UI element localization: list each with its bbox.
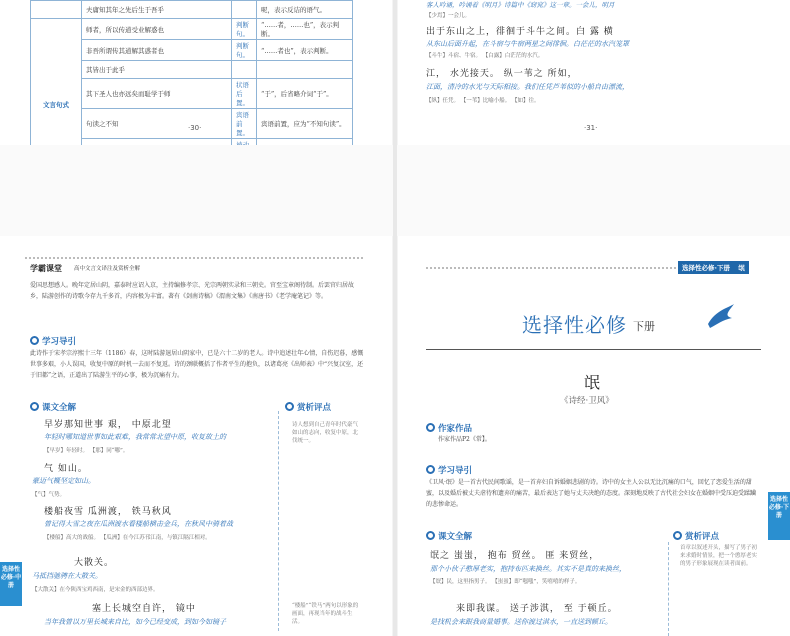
annotation-note: 【斗牛】斗宿、牛宿。 【白露】白茫茫的水汽。 (426, 53, 544, 59)
bullet-icon (285, 402, 294, 411)
page-32 (0, 236, 392, 636)
translation-line: 江面，清冷的水光与天际相接。我们任凭芦苇似的小船自由漂流， (426, 83, 629, 91)
bullet-icon (426, 465, 435, 474)
page-33 (398, 236, 790, 636)
page-number: ·31· (584, 124, 598, 132)
original-text-line: 氓之 蚩蚩， 抱布 贸丝。 匪 来贸丝， (430, 551, 600, 561)
book-gutter (393, 0, 397, 636)
bullet-icon (30, 336, 39, 345)
side-tab[interactable]: 选择性必修·下册 (768, 492, 790, 540)
original-text-line: 大散关。 (74, 558, 115, 568)
section-title: 赏析评点 (673, 530, 719, 542)
annotation-note: 【纵】任凭。 【一苇】比喻小船。 【如】往。 (426, 98, 540, 104)
side-note: “楼船”“铁马”两句以形象的画面，再现当年的战斗生活。 (292, 603, 359, 625)
annotation-note: 【少焉】一会儿。 (426, 13, 471, 19)
annotation-note: 【气】气势。 (32, 492, 66, 498)
table-cell: 非吾所谓传其道解其惑者也 (82, 40, 232, 61)
table-row (31, 1, 353, 19)
table-cell: “……者，……也”，表示判断。 (257, 19, 353, 40)
original-text-line: 气 如山。 (44, 464, 88, 474)
bird-icon (706, 302, 736, 330)
table-cell: 宾语前置，应为“不知句读”。 (257, 109, 353, 139)
table-cell: 其下圣人也亦远矣而耻学于师 (82, 79, 232, 109)
translation-line: 当年我曾以万里长城来自比，如今已经变成，到如今如镜子 (44, 618, 226, 626)
table-cell: 宾语前置。 (232, 109, 257, 139)
translation-line: 曾记得大雪之夜在瓜洲渡水看楼船横击金兵，在秋风中骑着战 (44, 520, 233, 528)
annotation-note: 【氓】民，这里指男子。 【蚩蚩】即“嗤嗤”，笑嘻嘻的样子。 (430, 579, 581, 585)
original-text-line: 塞上长城空自许， 镜中 (92, 604, 196, 614)
section-title: 学习导引 (426, 464, 472, 476)
original-text-line: 早岁那知世事 艰， 中原北望 (44, 420, 172, 430)
table-cell: 判断句。 (232, 19, 257, 40)
table-cell: 其皆出于此乎 (82, 61, 232, 79)
side-divider (668, 542, 669, 636)
bullet-icon (426, 423, 435, 432)
table-cell (232, 61, 257, 79)
annotation-note: 【楼船】高大的战船。 【瓜洲】在今江苏邗江南，与镇江隔江相对。 (44, 535, 211, 541)
table-cell (257, 61, 353, 79)
side-divider (278, 411, 279, 631)
translation-line: 马抵挡驰骋在大散关。 (32, 572, 102, 580)
table-cell: 师者，所以传道受业解惑也 (82, 19, 232, 40)
annotation-note: 【大散关】在今陕西宝鸡西南，是宋金的西部边界。 (32, 587, 159, 593)
table-cell: 夫庸知其年之先后生于吾乎 (82, 1, 232, 19)
header-rule (426, 267, 676, 269)
poem-title: 氓 (584, 373, 603, 392)
section-title: 赏析评点 (285, 401, 331, 413)
study-guide-paragraph: 此诗作于宋孝宗淳熙十三年（1186）春，这时陆游退居山阴家中，已是六十二岁的老人。诗中追述壮年心情，自伤迟暮，感慨世事多艰，小人误国，收复中原的时机一去而不复返。诗的颈联概括了作者平生的抱负，以诸葛亮《出师表》中“兴复汉室，还于旧都”之语，正道出了陆游生平的心事，极为沉痛有力。 (30, 350, 364, 379)
section-banner: 选择性必修·下册 氓 (678, 261, 749, 274)
original-text-line: 来即我谋。 送子涉淇， 至 于顿丘。 (456, 604, 618, 614)
section-title: 课文全解 (30, 401, 76, 413)
brand-subtitle: 高中文言文译注及赏析全解 (74, 266, 141, 272)
table-cell: 呢，表示反诘的语气。 (257, 1, 353, 19)
side-note: 诗人想到自己青年时代豪气如山的志向，收复中原，北伐统一。 (292, 422, 359, 444)
page-31 (398, 0, 790, 145)
bullet-icon (426, 531, 435, 540)
divider-line (426, 349, 761, 350)
volume-title: 选择性必修 (522, 313, 627, 337)
table-cell: “于”，后省略介词“于”。 (257, 79, 353, 109)
translation-line: 是找机会来跟我商量婚事。送你渡过淇水，一直送到顿丘。 (430, 618, 612, 626)
bullet-icon (30, 402, 39, 411)
page-number: ·30· (188, 124, 202, 132)
section-title: 课文全解 (426, 530, 472, 542)
section-title: 作家作品 (426, 422, 472, 434)
original-text-line: 楼船夜雪 瓜洲渡， 铁马秋风 (44, 507, 172, 517)
intro-paragraph: 爱国思想感人。晚年定居山阴，嘉泰时应诏入京，主持编修孝宗、光宗两朝实录和三朝史。官至宝章阁待制。后罢官归居故乡，陆游创作的诗歌今存九千多首，内容极为丰富。著有《剑南诗稿》《渭南文集》《南唐书》《老学庵笔记》等。 (30, 282, 355, 300)
header-rule (25, 257, 365, 259)
side-note: 首章以叙述开头，描写了男子初来求婚时情景，把一个憨厚老实的男子形象展现在读者面前。 (680, 545, 758, 567)
original-text-line: 出于东山之上，徘徊于斗牛之间。白 露 横 (426, 27, 614, 37)
translation-line: 豪迈气概坚定如山。 (32, 477, 95, 485)
original-text-line: 江， 水光接天。 纵一苇之 所如， (426, 69, 578, 79)
table-row (31, 19, 353, 40)
translation-line: 年轻时哪知道世事如此艰难，我常常北望中原，收复故土的 (44, 433, 226, 441)
table-cell: “……者也”，表示判断。 (257, 40, 353, 61)
table-cell: 判断句。 (232, 40, 257, 61)
category-cell: 文言句式 (31, 19, 82, 190)
volume-subtitle: 下册 (633, 320, 655, 333)
poem-source: 《诗经·卫风》 (560, 396, 614, 406)
bullet-icon (673, 531, 682, 540)
translation-line: 客人吟诵，吟诵着《明月》诗篇中《窈窕》这一章。一会儿，明月 (426, 1, 615, 9)
page-30 (0, 0, 392, 145)
table-cell: 句读之不知 (82, 109, 232, 139)
brand-logo: 学霸课堂 (30, 264, 62, 273)
side-tab[interactable]: 选择性必修·中册 (0, 562, 22, 606)
table-cell: 状语后置。 (232, 79, 257, 109)
annotation-note: 【早岁】年轻时。 【那】同“哪”。 (44, 448, 129, 454)
translation-line: 那个小伙子憨厚老实，抱持布匹来换丝。其实不是真的来换丝， (430, 565, 626, 573)
translation-line: 从东山后面升起，在斗宿与牛宿两星之间徘徊。白茫茫的水汽笼罩 (426, 40, 629, 48)
study-guide-paragraph: 《卫风·氓》是一首古代民间歌谣，是一首弃妇自诉婚姻悲剧的诗。诗中的女主人公以无比沉痛的口气，回忆了恋爱生活的甜蜜，以及婚后被丈夫虐待和遗弃的痛苦，最后表达了她与丈夫决绝的态度。深刻地反映了古代社会妇女在婚姻中受压迫受蹂躏的悲惨命运。 (426, 479, 757, 508)
author-paragraph: 作家作品P2《常】。 (438, 436, 491, 443)
section-title: 学习导引 (30, 335, 76, 347)
